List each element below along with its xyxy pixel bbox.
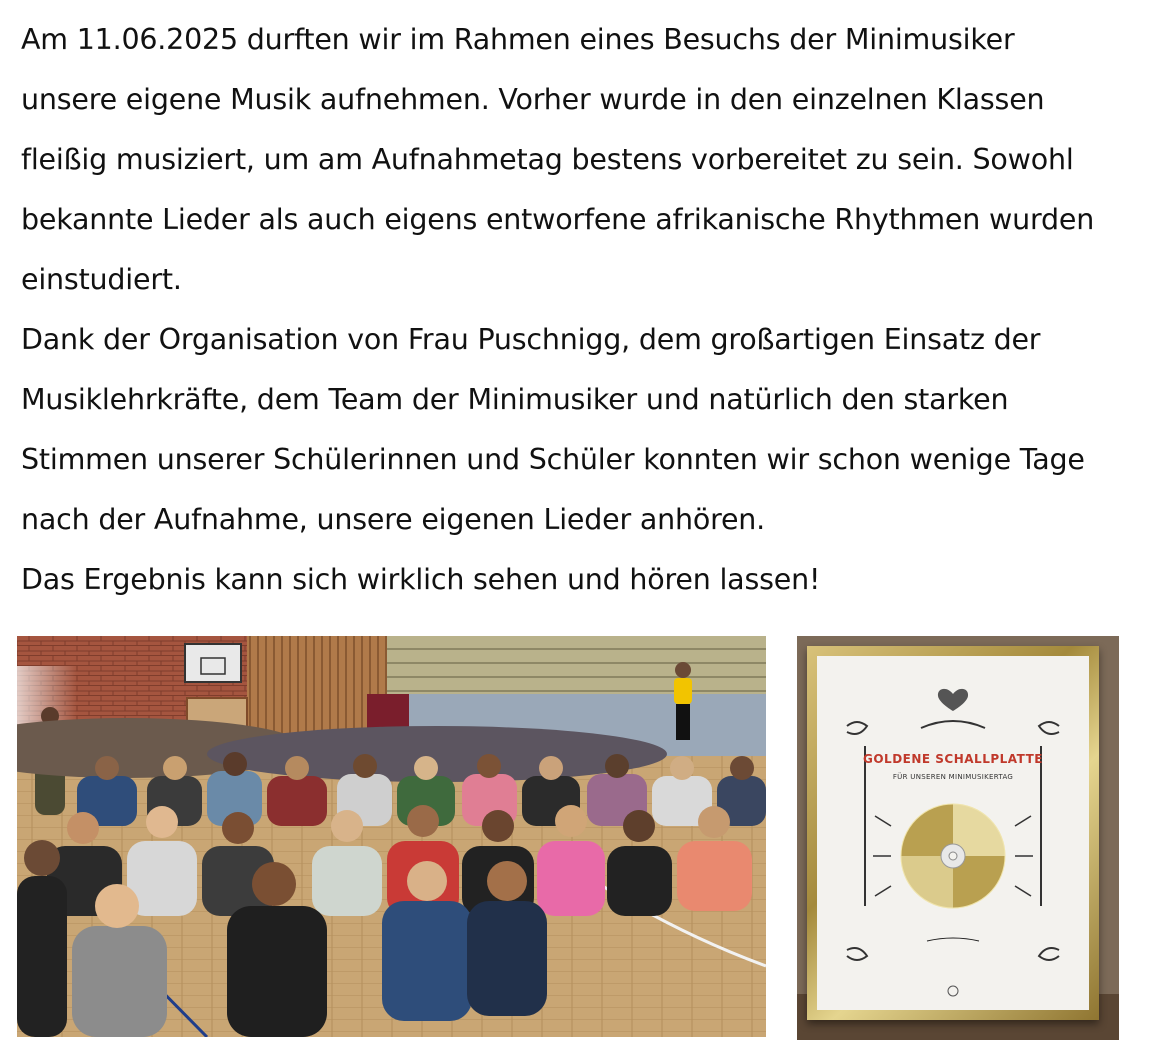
gym-photo-illustration xyxy=(17,636,766,1037)
picture-frame xyxy=(807,646,1099,1020)
heart-icon xyxy=(938,689,968,711)
article-line: Das Ergebnis kann sich wirklich sehen und hören lassen! xyxy=(21,563,821,596)
article-line: unsere eigene Musik aufnehmen. Vorher wurde in den einzelnen Klassen xyxy=(21,83,1045,116)
certificate-ornaments xyxy=(817,656,1089,1010)
article-line: fleißig musiziert, um am Aufnahmetag bestens vorbereitet zu sein. Sowohl xyxy=(21,143,1074,176)
article-line: bekannte Lieder als auch eigens entworfene afrikanische Rhythmen wurden xyxy=(21,203,1095,236)
article-text xyxy=(21,10,1156,610)
article-line: Am 11.06.2025 durften wir im Rahmen eines Besuchs der Minimusiker xyxy=(21,23,1015,56)
article-line: nach der Aufnahme, unsere eigenen Lieder anhören. xyxy=(21,503,766,536)
certificate-paper xyxy=(817,656,1089,1010)
gym-photo xyxy=(17,636,766,1037)
plaque-subtitle: FÜR UNSEREN MINIMUSIKERTAG xyxy=(892,773,1014,781)
plaque-title: GOLDENE SCHALLPLATTE xyxy=(863,752,1043,766)
article-line: Stimmen unserer Schülerinnen und Schüler konnten wir schon wenige Tage xyxy=(21,443,1085,476)
article-line: Musiklehrkräfte, dem Team der Minimusiker und natürlich den starken xyxy=(21,383,1009,416)
article-line: einstudiert. xyxy=(21,263,182,296)
article-line: Dank der Organisation von Frau Puschnigg, dem großartigen Einsatz der xyxy=(21,323,1041,356)
golden-record-photo xyxy=(797,636,1119,1040)
